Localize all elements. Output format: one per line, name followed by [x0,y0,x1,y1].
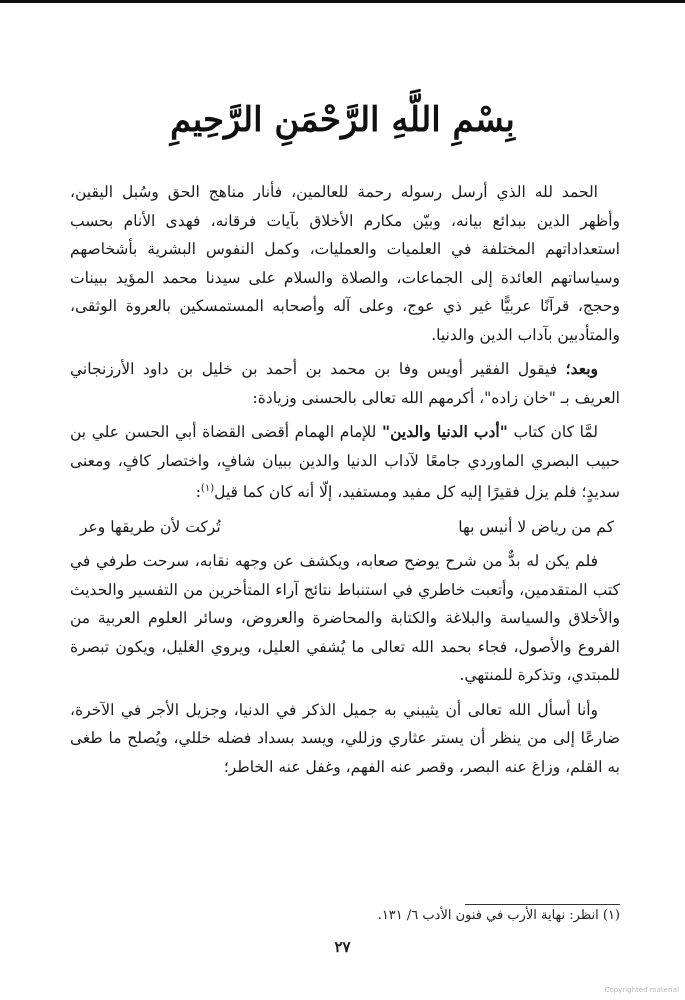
top-border [0,0,685,3]
paragraph-5: وأنا أسأل الله تعالى أن يثيبني به جميل الذكر في الدنيا، وجزيل الأجر في الآخرة، ضارعًا إلى من ينظر أن يستر عثاري وزللي، ويسد بسداد فضله خللي، ويُصلح ما طغى به القلم، وزاغ عنه البصر، وقصر عنه الفهم، وغفل عنه الخاطر؛ [70,700,621,776]
paragraph-3-tail: : [195,483,201,502]
book-title: "أدب الدنيا والدين" [382,422,508,441]
paragraph-3-end: للإمام الهمام أقضى القضاة أبي الحسن علي بن حبيب البصري الماوردي جامعًا لآداب الدنيا والدين ببيان شافٍ، واختصار كافٍ، ومعنى سديدٍ؛ فلم يزل فقيرًا إليه كل مفيد ومستفيد، إلّا أنه كان كما قيل [70,423,620,502]
watermark: Copyrighted material [604,986,679,994]
footnote-reference[interactable]: (١) [200,483,215,494]
paragraph-2-text: فيقول الفقير أويس وفا بن محمد بن أحمد بن خليل بن داود الأرزنجاني العريف بـ "خان زاده"، أكرمهم الله تعالى بالحسنى وزيادة: [70,360,620,407]
page-number: ٢٧ [334,938,351,956]
paragraph-2 [70,355,620,412]
paragraph-4: فلم يكن له بدٌّ من شرح يوضح صعابه، ويكشف عن وجهه نقابه، سرحت طرفي في كتب المتقدمين، وأتعبت خاطري في استنباط نتائج آراء المتأخرين من التفسير والحديث والأخلاق والسياسة والبلاغة والكتابة والمحاضرة والعروض، وسائر العلوم العربية من الفروع والأصول، فجاء بحمد الله تعالى ما يُشفي العليل، ويروي الغليل، ويكون تبصرة للمبتدي، وتذكرة للمنتهي. [70,552,620,685]
basmala-heading: بِسْمِ اللَّهِ الرَّحْمَنِ الرَّحِيمِ [170,100,515,140]
verse-line [70,513,620,542]
main-text [70,178,620,787]
paragraph-1: الحمد لله الذي أرسل رسوله رحمة للعالمين، فأنار مناهج الحق وسُبل اليقين، وأظهر الدين ببدائع بيانه، وبيّن مكارم الأخلاق بآيات فرقانه، فهدى الأنام بحسب استعداداتهم المختلفة في العلميات والعمليات، وكمل النفوس البشرية بأشخاصهم وسياساتهم العائدة إلى الجماعات، والصلاة والسلام على سيدنا محمد المؤيد ببينات وحجج، قرآنًا عربيًّا غير ذي عوج، وعلى آله وأصحابه المستمسكين بالعروة الوثقى، والمتأدبين بآداب الدين والدنيا. [70,183,620,344]
footnote-separator [465,904,620,905]
paragraph-2-lead: وبعد؛ [565,359,598,378]
verse-hemistich-2: تُركت لأن طريقها وعر [80,517,221,536]
footnote: (١) انظر: نهاية الأرب في فنون الأدب ٦/ ١٣١. [377,908,620,923]
verse-hemistich-1: كم من رياض لا أنيس بها [458,517,614,536]
paragraph-3 [70,418,620,507]
paragraph-3-start: لمَّا كان كتاب [507,423,598,441]
